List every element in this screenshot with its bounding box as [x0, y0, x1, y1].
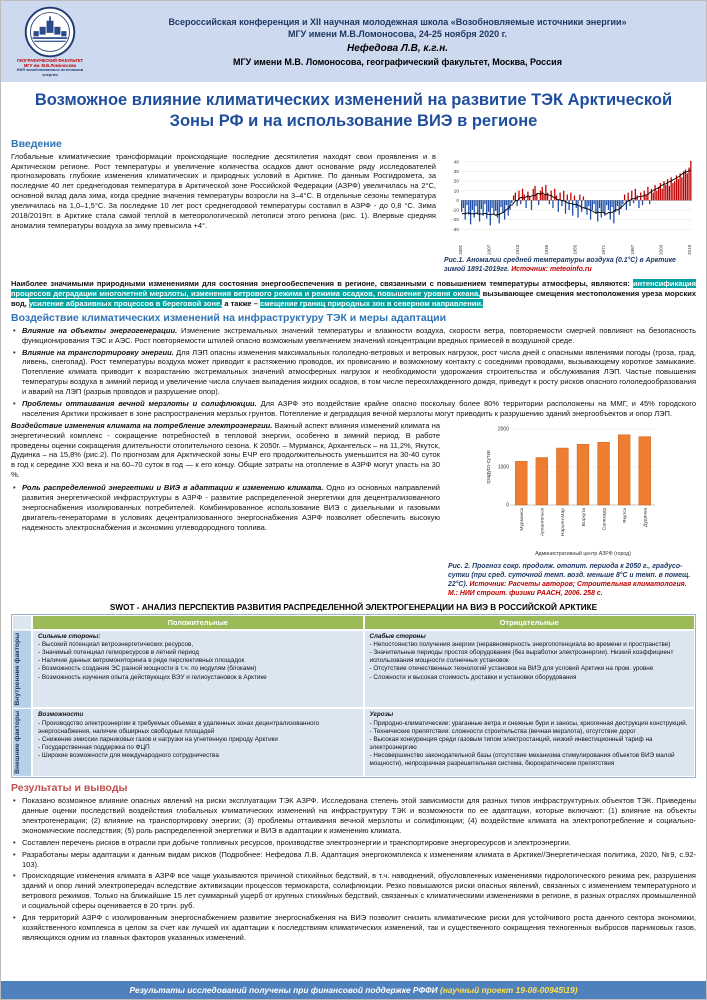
svg-text:1971: 1971 — [601, 244, 607, 255]
svg-text:Воркута: Воркута — [581, 507, 587, 527]
swot-item: - Сложности и высокая стоимость доставки и установки оборудования — [370, 674, 690, 682]
intro-heading: Введение — [11, 137, 62, 150]
text-segment: усиление абразивных процессов в береговой зоне, — [28, 298, 223, 308]
svg-text:40: 40 — [453, 160, 459, 166]
poster-title: Возможное влияние климатических изменений на развитие ТЭК Арктической Зоны РФ и на использование ВИЭ в регионе — [34, 91, 673, 131]
svg-text:0: 0 — [456, 198, 459, 204]
swot-weaknesses-title: Слабые стороны — [369, 632, 426, 640]
intro-section — [11, 152, 696, 275]
results-list — [11, 796, 696, 942]
swot-weaknesses-list — [370, 641, 690, 682]
results-heading: Результаты и выводы — [11, 782, 128, 795]
swot-item: - Непостоянство получения энергии (неравномерность энергопотенциала во времени и пространстве) — [370, 641, 690, 649]
conference-info — [99, 16, 696, 67]
swot-row-internal-label: Внутренние факторы — [12, 630, 32, 709]
role-body: Одно из основных направлений развития энергетической инфраструктуры в АЗРФ - развитие распределенной энергетики для децентрализованного энергоснабжения изолированных потребителей. Комбинированное использование ВИЭ с дизельными и газовыми двигатель-генераторами в условиях децентрализованного энергоснабжения АЗРФ позволяет обеспечить высокую надежность электроснабжения и экономию углеводородного топлива. — [22, 483, 440, 532]
swot-item: - Высокий потенциал ветроэнергетических ресурсов, — [38, 641, 358, 649]
text-segment: Наиболее значимыми природными изменениями для состояния энергообеспечения в регионе, связанными с повышением температуры атмосферы, являются: — [11, 278, 633, 288]
swot-item: - Природно-климатические: ураганные ветра и снежные бури и заносы, криогенная деструкция конструкций. — [370, 720, 690, 728]
university-emblem-icon — [24, 6, 76, 58]
swot-item: - Отсутствие отечественных технологий установок на ВИЭ для условий Арктики на пром. уровне — [370, 665, 690, 673]
fig2-heating-degree-days-chart — [484, 421, 660, 557]
svg-text:-20: -20 — [452, 217, 459, 223]
role-lead: Роль распределенной энергетики и ВИЭ в адаптации к изменению климата. — [22, 483, 324, 493]
swot-title: SWOT - АНАЛИЗ ПЕРСПЕКТИВ РАЗВИТИЯ РАСПРЕДЕЛЕННОЙ ЭЛЕКТРОГЕНЕРАЦИИ НА ВИЭ В РОССИЙСКОЙ АРКТИКЕ — [109, 602, 598, 612]
svg-text:Архангельск: Архангельск — [540, 507, 546, 536]
impact-list — [11, 326, 696, 419]
svg-text:Якутск: Якутск — [622, 507, 628, 523]
swot-threats-cell — [364, 708, 696, 777]
swot-opportunities-cell — [32, 708, 364, 777]
swot-item: - Производство электроэнергии в требуемых объемах в удаленных зонах децентрализованного энергоснабжения, наличие обширных свободных площадей — [38, 720, 358, 736]
key-changes-paragraph — [11, 279, 696, 309]
swot-item: - Возможность создания ЭС разной мощности в т.ч. по модулям (блоками) — [38, 665, 358, 673]
swot-opportunities-list — [38, 720, 358, 761]
fig1-caption — [444, 257, 696, 275]
author-affiliation: МГУ имени М.В. Ломоносова, географический факультет, Москва, Россия — [233, 57, 562, 68]
svg-text:1987: 1987 — [629, 244, 635, 255]
result-item: • Составлен перечень рисков в отрасли при добыче топливных ресурсов, производстве электроэнергии и транспортировке энергоресурсов и электроэнергии. — [11, 838, 696, 848]
svg-text:2000: 2000 — [497, 426, 509, 433]
text-segment: интенсификация процессов деградации многолетней мерзлоты, изменения ветрового режима и режима осадков, повышение уровня океана, — [11, 278, 696, 298]
impact-bullet: • Влияние на транспортировку энергии. Для ЛЭП опасны изменения максимальных гололедно-ветровых и ветровых нагрузок, рост числа дней с опасными явлениями погоды (гроза, град, ливень, снегопад). Рост температуры воздуха может приводит к растяжению проводов, их провисанию и возможному контакту с соседними проводами, вызывающему короткое замыкание. Потепление климата приводит к возрастанию экстремальных значений атмосферных нагрузок и необходимости удорожания строительства и обслуживания ЛЭП. Частые повышения температуры воздуха в зимний период и увеличение числа случаев выпадения жидких осадков, в том числе переохлажденного дождя, приведут к росту рисков опасного гололедообразования и аварий на ЛЭП (разрыв проводов и разрушение опор). — [11, 348, 696, 397]
swot-item: - Государственная поддержка по ФЦП — [38, 744, 358, 752]
swot-threats-title: Угрозы — [369, 711, 394, 719]
consumption-lead: Воздействие изменения климата на потребление электроэнергии. — [11, 420, 273, 430]
result-item: • Показано возможное влияние опасных явлений на риски эксплуатации ТЭК АЗРФ. Исследована степень этой зависимости для разных типов инфраструктурных объектов ТЭК. Приведены данные оценки последствий воздействия глобальных климатических изменений на инфраструктуру ТЭК и возможности по ее адаптации, которые включают: (1) влияние на объекты электрогенерации; (2) влияние на транспортировку энергии; (3) проблемы оттаивания вечной мерзлоты и солифлюкции; (4) воздействие климата на электропотребление и социально-экономические последствия; (5) роль распределенной энергетики и ВИЭ в адаптации к изменению климата. — [11, 796, 696, 836]
swot-weaknesses-cell — [364, 630, 696, 709]
consumption-paragraph — [11, 421, 440, 480]
swot-item: - Возможность изучения опыта действующих ВЭУ и гелиоустановок в Арктике — [38, 674, 358, 682]
svg-text:1000: 1000 — [497, 464, 509, 471]
swot-threats-list — [370, 720, 690, 769]
svg-text:-10: -10 — [452, 208, 459, 214]
swot-corner-cell — [12, 615, 32, 630]
fig1-temperature-anomaly-chart — [444, 152, 694, 256]
logo-text-line3: НИЛ возобновляемых источников энергии — [16, 67, 84, 77]
swot-item: - Значительные периоды простоя оборудования (без выработки электроэнергии). Низкий коэффициент использования мощности солнечных установок — [370, 649, 690, 665]
poster-content — [1, 138, 706, 969]
role-paragraph — [11, 483, 440, 532]
svg-text:1955: 1955 — [572, 244, 578, 255]
swot-item: - Значимый потенциал гелиоресурсов в летний период — [38, 649, 358, 657]
swot-item: - Наличие данных ветромониторинга в ряде перспективных площадок — [38, 657, 358, 665]
text-segment: вызывающее смещения местоположения уреза морских вод, — [11, 288, 696, 308]
svg-text:1939: 1939 — [543, 244, 549, 255]
logo-text-line2: МГУ им. М.В.Ломоносова — [23, 63, 77, 69]
consumption-section — [11, 421, 696, 599]
conference-venue-date: МГУ имени М.В.Ломоносова, 24-25 ноября 2020 г. — [288, 29, 507, 40]
swot-item: - Несовершенство законодательной базы (отсутствие механизма стимулирования объектов ВИЭ малой мощности), непрозрачная разрешительная система, бюрократические препятствия — [370, 752, 690, 768]
fig2-wrap — [448, 421, 696, 562]
text-segment: смещение границ природных зон в северном направлении. — [259, 298, 484, 308]
swot-opportunities-title: Возможности — [38, 711, 84, 719]
author-name: Нефедова Л.В, к.г.н. — [346, 43, 449, 55]
swot-strengths-title: Сильные стороны: — [38, 632, 101, 640]
swot-header-negative: Отрицательные — [364, 615, 696, 630]
svg-text:1891: 1891 — [457, 244, 463, 255]
impact-bullet: • Проблемы оттаивания вечной мерзлоты и солифлюкции. Для АЗРФ это воздействие крайне опасно поскольку более 80% территории расположены на ММГ, и 45% городского населения Арктики проживает в зоне распространения мерзлых грунтов. Потепление и деградация вечной мерзлоты могут приводить к разрушению зданий энергообъектов и опор ЛЭП. — [11, 399, 696, 419]
svg-text:1907: 1907 — [486, 244, 492, 255]
svg-text:2003: 2003 — [658, 244, 664, 255]
svg-text:2019: 2019 — [687, 244, 693, 255]
swot-item: - Высокая конкуренция среди газовым типом электростанций, низкий инвестиционный тариф на электроэнергию — [370, 736, 690, 752]
swot-strengths-list — [38, 641, 358, 682]
swot-table — [11, 614, 696, 779]
figure-1 — [444, 152, 696, 275]
figure-2 — [448, 421, 696, 599]
logo-text-line1: ГЕОГРАФИЧЕСКИЙ ФАКУЛЬТЕТ — [16, 58, 84, 63]
intro-body: Глобальные климатические трансформации происходящие последние десятилетия находят свои проявления и в Арктическом регионе. Рост температуры и увеличение количества осадков дают основание ряду исследователей прогнозировать глубокие изменения климатических и природных условий в Арктике. По данным Росгидромета, за последние 40 лет среднегодовая температура в Арктической зоне Российской Федерации (АЗРФ) увеличилась на 2°С, основной вклад дала зима, когда средние значения температуры возросли на 3–4°С. В отдельные сезоны температура увеличилась на 1,0–1,5°С. За последние 10 лет рост среднегодовой температуры составил в АЗРФ - до 0,8 °С. Зима 2018/2019гг. в Арктике стала самой теплой в метеорологической летописи этого региона (рис. 1). Впервые средняя аномалия температуры воздуха за зиму превысила +4°. — [11, 151, 436, 230]
impact-bullet: • Влияние на объекты энергогенерации. Изменение экстремальных значений температуры и влажности воздуха, скорости ветра, повторяемости смерчей повлияют на безопасность функционирования ТЭС и АЭС. Рост повторяемости штилей опасно возможным увеличением значений концентрации вредных примесей в воздушной среде. — [11, 326, 696, 346]
svg-text:Салехард: Салехард — [602, 507, 608, 531]
consumption-text-column — [11, 421, 440, 599]
svg-text:20: 20 — [453, 179, 459, 185]
svg-text:Административный центр АЗРФ (г: Административный центр АЗРФ (город) — [535, 550, 631, 557]
svg-text:Нарьян-Мар: Нарьян-Мар — [561, 507, 567, 536]
fig2-caption-text: Рис. 2. Прогноз сокр. продолж. отопит. периода к 2050 г., градусо-сутки (при сред. суточной темп. возд. меньше 8°С и темп. в помещ. 22°С). — [448, 562, 691, 588]
consumption-body: Важный аспект влияния изменений климата на энергетический комплекс - сокращение потребностей в тепловой энергии, особенно в зимний период. В работе проведены оценки сокращения длительности отопительного сезона. К 2050г. – Мурманск, Архангельск – на 11,2%, Якутск, Дудинка – на 15,8% (рис.2). По прогнозам для Арктической зоны ЕЧР его продолжительность уменьшится на 30-40 суток в год к середине XXI века и на 60–70 суток в год — к его концу. Общие затраты на отопление в АЗРФ могут упасть на 30 %. — [11, 420, 441, 480]
fig2-caption — [448, 563, 696, 599]
conference-title: Всероссийская конференция и XII научная молодежная школа «Возобновляемые источники энергии» — [168, 17, 627, 28]
fig1-caption-text: Рис.1. Аномалии средней температуры воздуха (0.1°С) в Арктике зимой 1891-2019гг. — [444, 256, 676, 273]
footer-project-number: (научный проект 19-08-00945\19) — [439, 985, 578, 995]
swot-strengths-cell — [32, 630, 364, 709]
svg-text:0: 0 — [506, 502, 509, 509]
swot-header-positive: Положительные — [32, 615, 364, 630]
result-item: • Разработаны меры адаптации к данным видам рисков (Подробнее: Нефедова Л.В. Адаптация энергокомплекса к изменениям климата в Арктике//Энергетическая политика, 2020, №9, с.92-103). — [11, 850, 696, 870]
swot-row-external-label: Внешние факторы — [12, 708, 32, 777]
svg-text:10: 10 — [453, 188, 459, 194]
footer-funding-bar — [1, 981, 706, 999]
fig1-caption-source: Источник: meteoinfo.ru — [511, 265, 592, 273]
text-segment: а также – — [222, 298, 260, 308]
swot-item: - Широкие возможности для международного сотрудничества — [38, 752, 358, 760]
footer-text: Результаты исследований получены при финансовой поддержке РФФИ — [129, 985, 440, 995]
svg-text:30: 30 — [453, 169, 459, 175]
svg-text:градусо-сутки: градусо-сутки — [486, 450, 492, 484]
svg-text:-30: -30 — [452, 227, 459, 233]
svg-text:Дудинка: Дудинка — [643, 507, 649, 527]
faculty-logo — [11, 6, 89, 77]
swot-item: - Снижение эмиссии парниковых газов и нагрузки на угнетенную природу Арктики — [38, 736, 358, 744]
svg-text:Мурманск: Мурманск — [520, 507, 526, 531]
result-item: • Происходящие изменения климата в АЗРФ все чаще указываются причиной стихийных бедствий, в т.ч. наводнений, обусловленных изменениями гидрологического режима рек, разрушения зданий и опор линий электропередач вследствие активизации процессов термокарста, солифлюкции. Резко повышаются риски опасных явлений, связанных с изменением температурного и ветрового режимов. Только на ближайшие 15 лет суммарный ущерб от крупных стихийных бедствий, связанных с климатическими изменениями в регионе, в разных отраслях промышленной и социальной сферы оценивается в 20 трлн. руб. — [11, 871, 696, 911]
svg-text:1923: 1923 — [515, 244, 521, 255]
impacts-heading: Воздействие климатических изменений на инфраструктуру ТЭК и меры адаптации — [11, 311, 447, 324]
poster-header — [1, 1, 706, 84]
swot-item: - Технические препятствия: сложности строительства (вечная мерзлота), отсутствие дорог — [370, 728, 690, 736]
result-item: • Для территорий АЗРФ с изолированным энергоснабжением развитие энергоснабжения на ВИЭ позволит снизить климатические риски для устойчивого роста данного сектора экономики, хозяйственного комплекса в целом за счет как лучшей их адаптации к последствиям климатических изменений, так и существенного сокращения техногенных выбросов парниковых газов, являющихся одним из главных факторов указанных изменений. — [11, 913, 696, 943]
fig2-caption-source: Источник: Расчеты авторов; Строительная климатология. М.: НИИ строит. физики РААСН, 2006. 258 с. — [448, 580, 687, 597]
